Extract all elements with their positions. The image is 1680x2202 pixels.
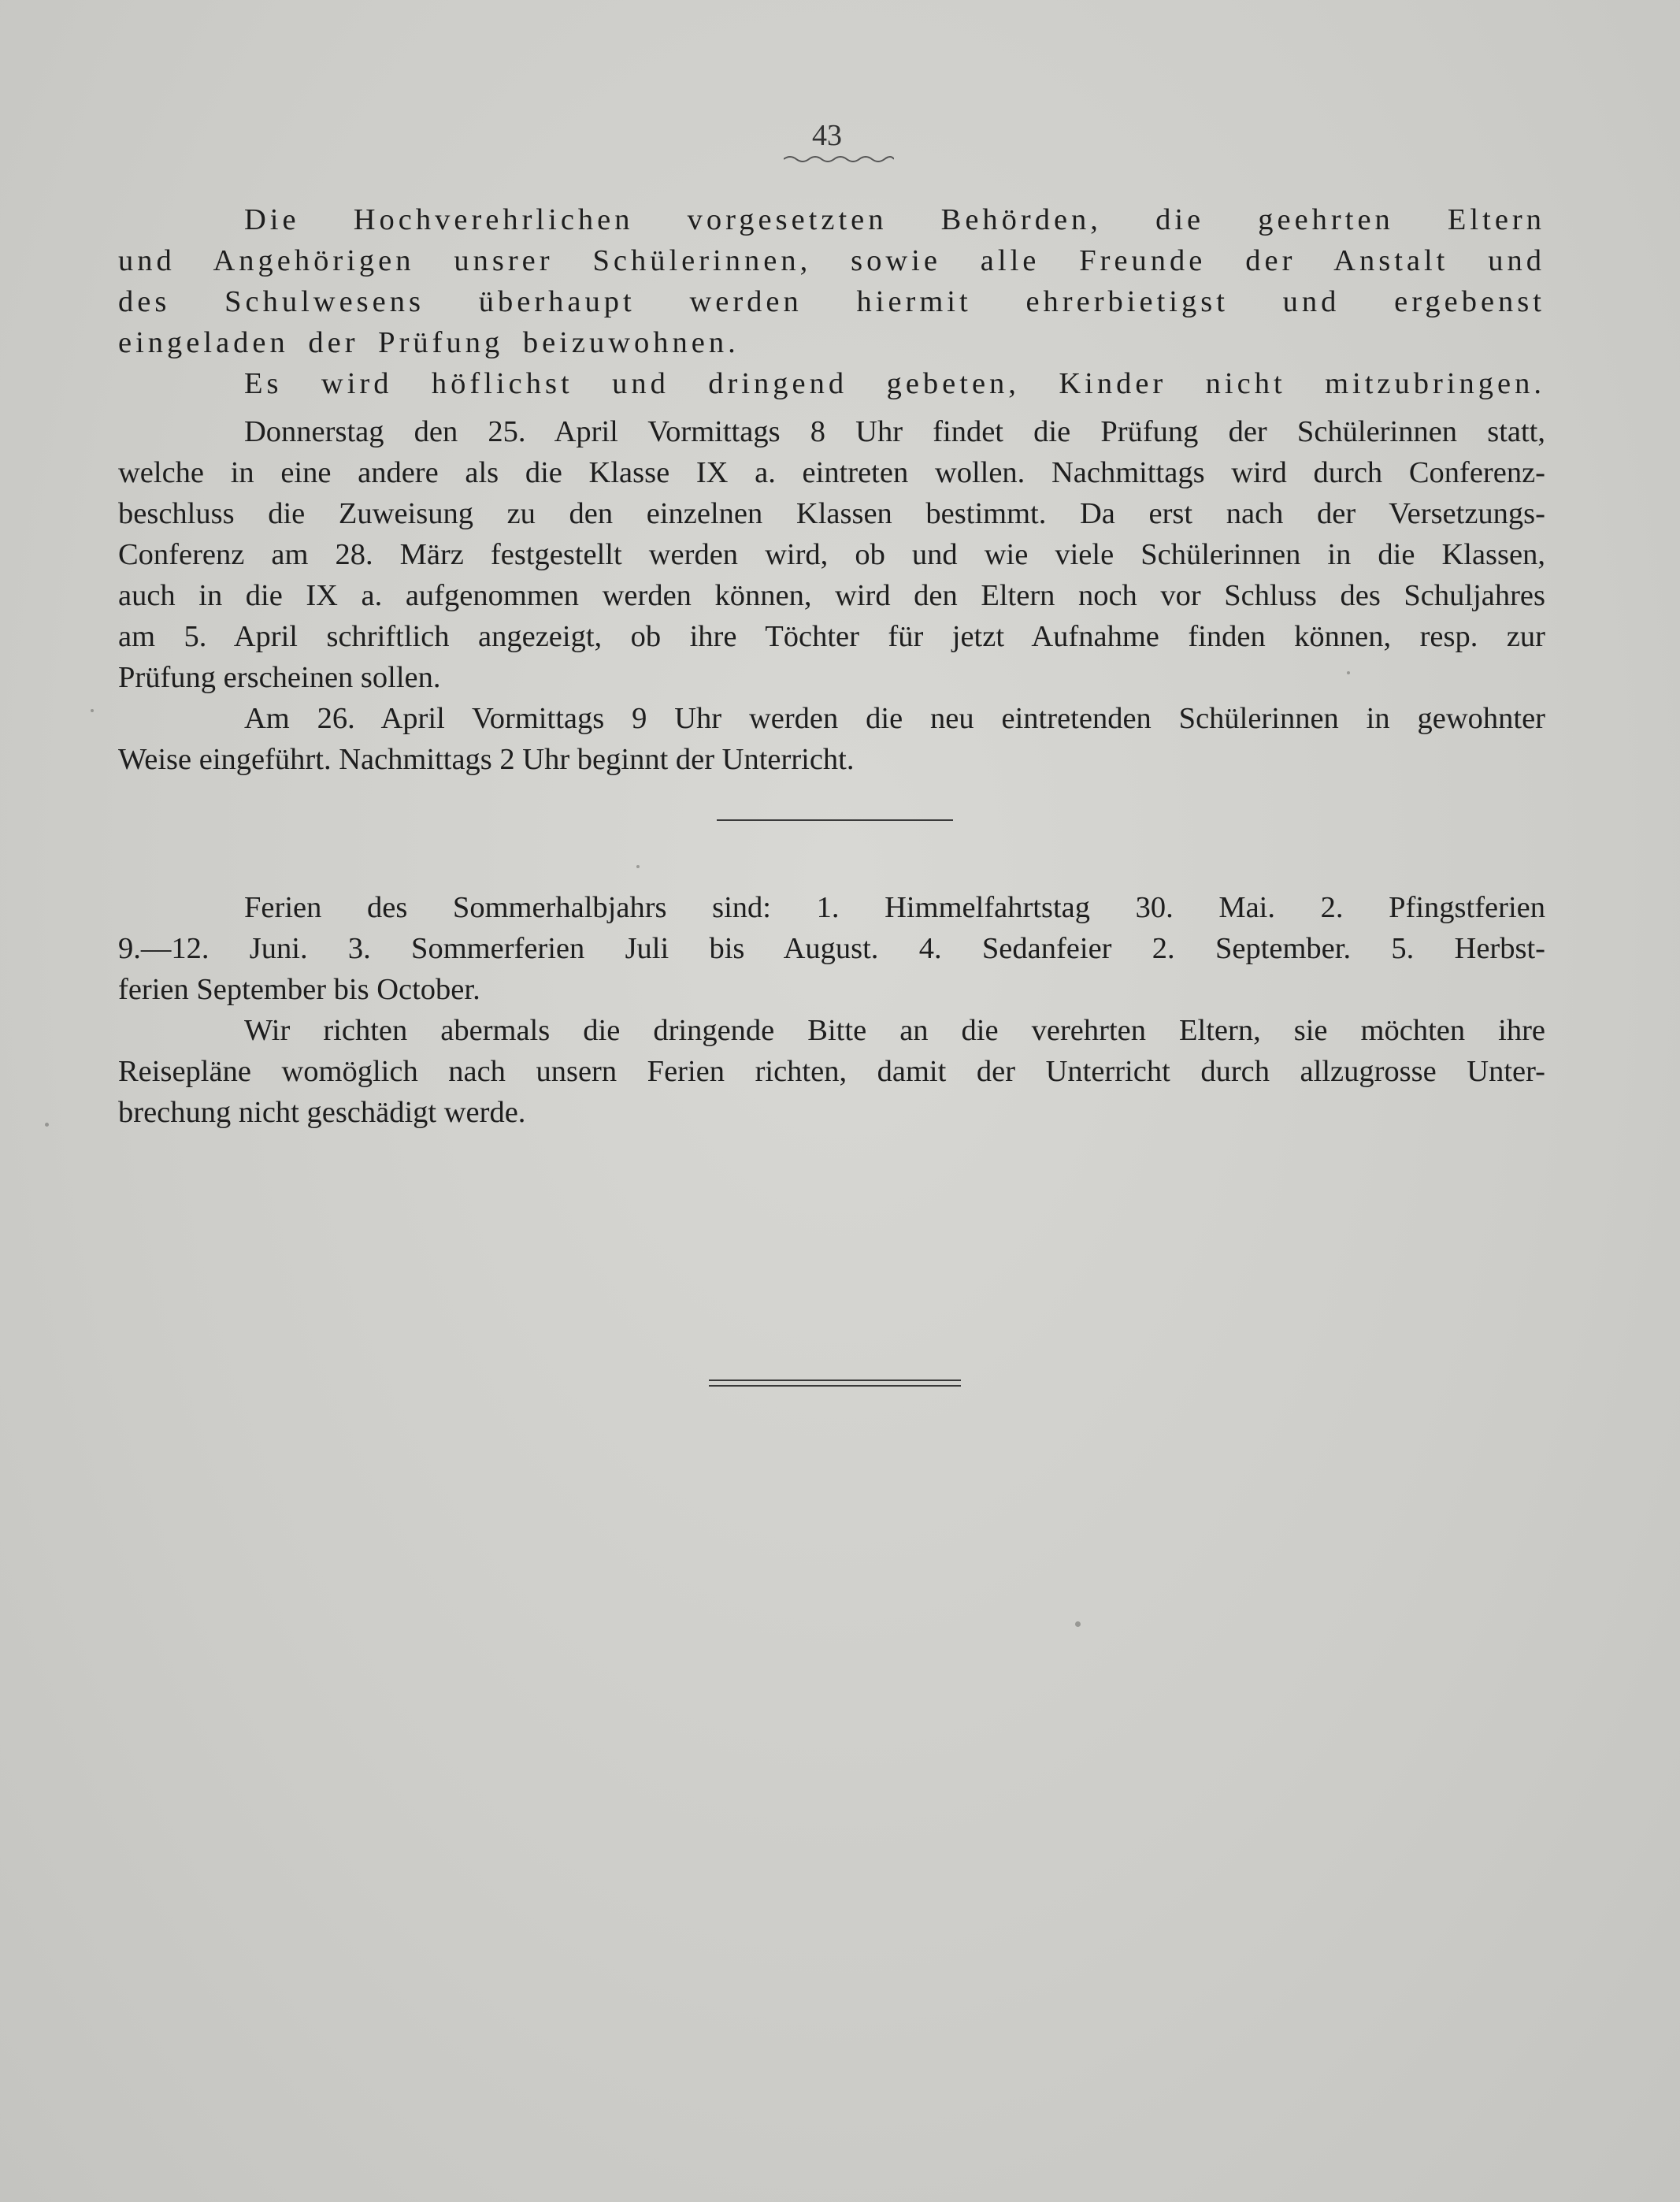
invitation-line-2: und Angehörigen unsrer Schülerinnen, sowie alle Freunde der Anstalt und: [118, 244, 1545, 277]
section-divider: [717, 819, 953, 821]
invitation-paragraph: [118, 199, 1545, 404]
invitation-line-3: des Schulwesens überhaupt werden hiermit ehrerbietigst und ergebenst: [118, 285, 1545, 318]
admission-line-4: Conferenz am 28. März festgestellt werden wird, ob und wie viele Schülerinnen in die Klassen,: [118, 538, 1545, 571]
admission-line-9: Weise eingeführt. Nachmittags 2 Uhr beginnt der Unterricht.: [118, 743, 855, 776]
paper-speck: [1075, 1621, 1081, 1627]
page-number-ornament: [784, 154, 894, 164]
holidays-line-1: Ferien des Sommerhalbjahrs sind: 1. Himmelfahrtstag 30. Mai. 2. Pfingstferien: [244, 891, 1545, 924]
holidays-line-4: Wir richten abermals die dringende Bitte an die verehrten Eltern, sie möchten ihre: [244, 1014, 1545, 1047]
holidays-line-3: ferien September bis October.: [118, 973, 480, 1006]
end-rule-bottom: [709, 1385, 961, 1387]
invitation-line-4: eingeladen der Prüfung beizuwohnen.: [118, 326, 740, 359]
holidays-paragraph: [118, 887, 1545, 1133]
admission-line-5: auch in die IX a. aufgenommen werden können, wird den Eltern noch vor Schluss des Schuljahres: [118, 579, 1545, 612]
invitation-request-line: Es wird höflichst und dringend gebeten, Kinder nicht mitzubringen.: [244, 367, 1545, 400]
paper-speck: [636, 865, 640, 868]
paper-speck: [1347, 671, 1350, 674]
paper-speck: [45, 1123, 49, 1127]
invitation-line-1: Die Hochverehrlichen vorgesetzten Behörden, die geehrten Eltern: [244, 203, 1545, 236]
admission-line-3: beschluss die Zuweisung zu den einzelnen Klassen bestimmt. Da erst nach der Versetzungs-: [118, 497, 1545, 530]
holidays-line-5: Reisepläne womöglich nach unsern Ferien richten, damit der Unterricht durch allzugrosse Unter-: [118, 1055, 1545, 1088]
paper-speck: [91, 709, 94, 712]
admission-paragraph: [118, 411, 1545, 780]
admission-line-8: Am 26. April Vormittags 9 Uhr werden die neu eintretenden Schülerinnen in gewohnter: [244, 702, 1545, 735]
page-number: 43: [812, 119, 842, 152]
admission-line-2: welche in eine andere als die Klasse IX a. eintreten wollen. Nachmittags wird durch Conferenz-: [118, 456, 1545, 489]
holidays-line-2: 9.—12. Juni. 3. Sommerferien Juli bis August. 4. Sedanfeier 2. September. 5. Herbst-: [118, 932, 1545, 965]
admission-line-6: am 5. April schriftlich angezeigt, ob ihre Töchter für jetzt Aufnahme finden können, resp. zur: [118, 620, 1545, 653]
end-rule-top: [709, 1379, 961, 1381]
holidays-line-6: brechung nicht geschädigt werde.: [118, 1096, 526, 1129]
admission-line-7: Prüfung erscheinen sollen.: [118, 661, 441, 694]
admission-line-1: Donnerstag den 25. April Vormittags 8 Uhr findet die Prüfung der Schülerinnen statt,: [244, 415, 1545, 448]
